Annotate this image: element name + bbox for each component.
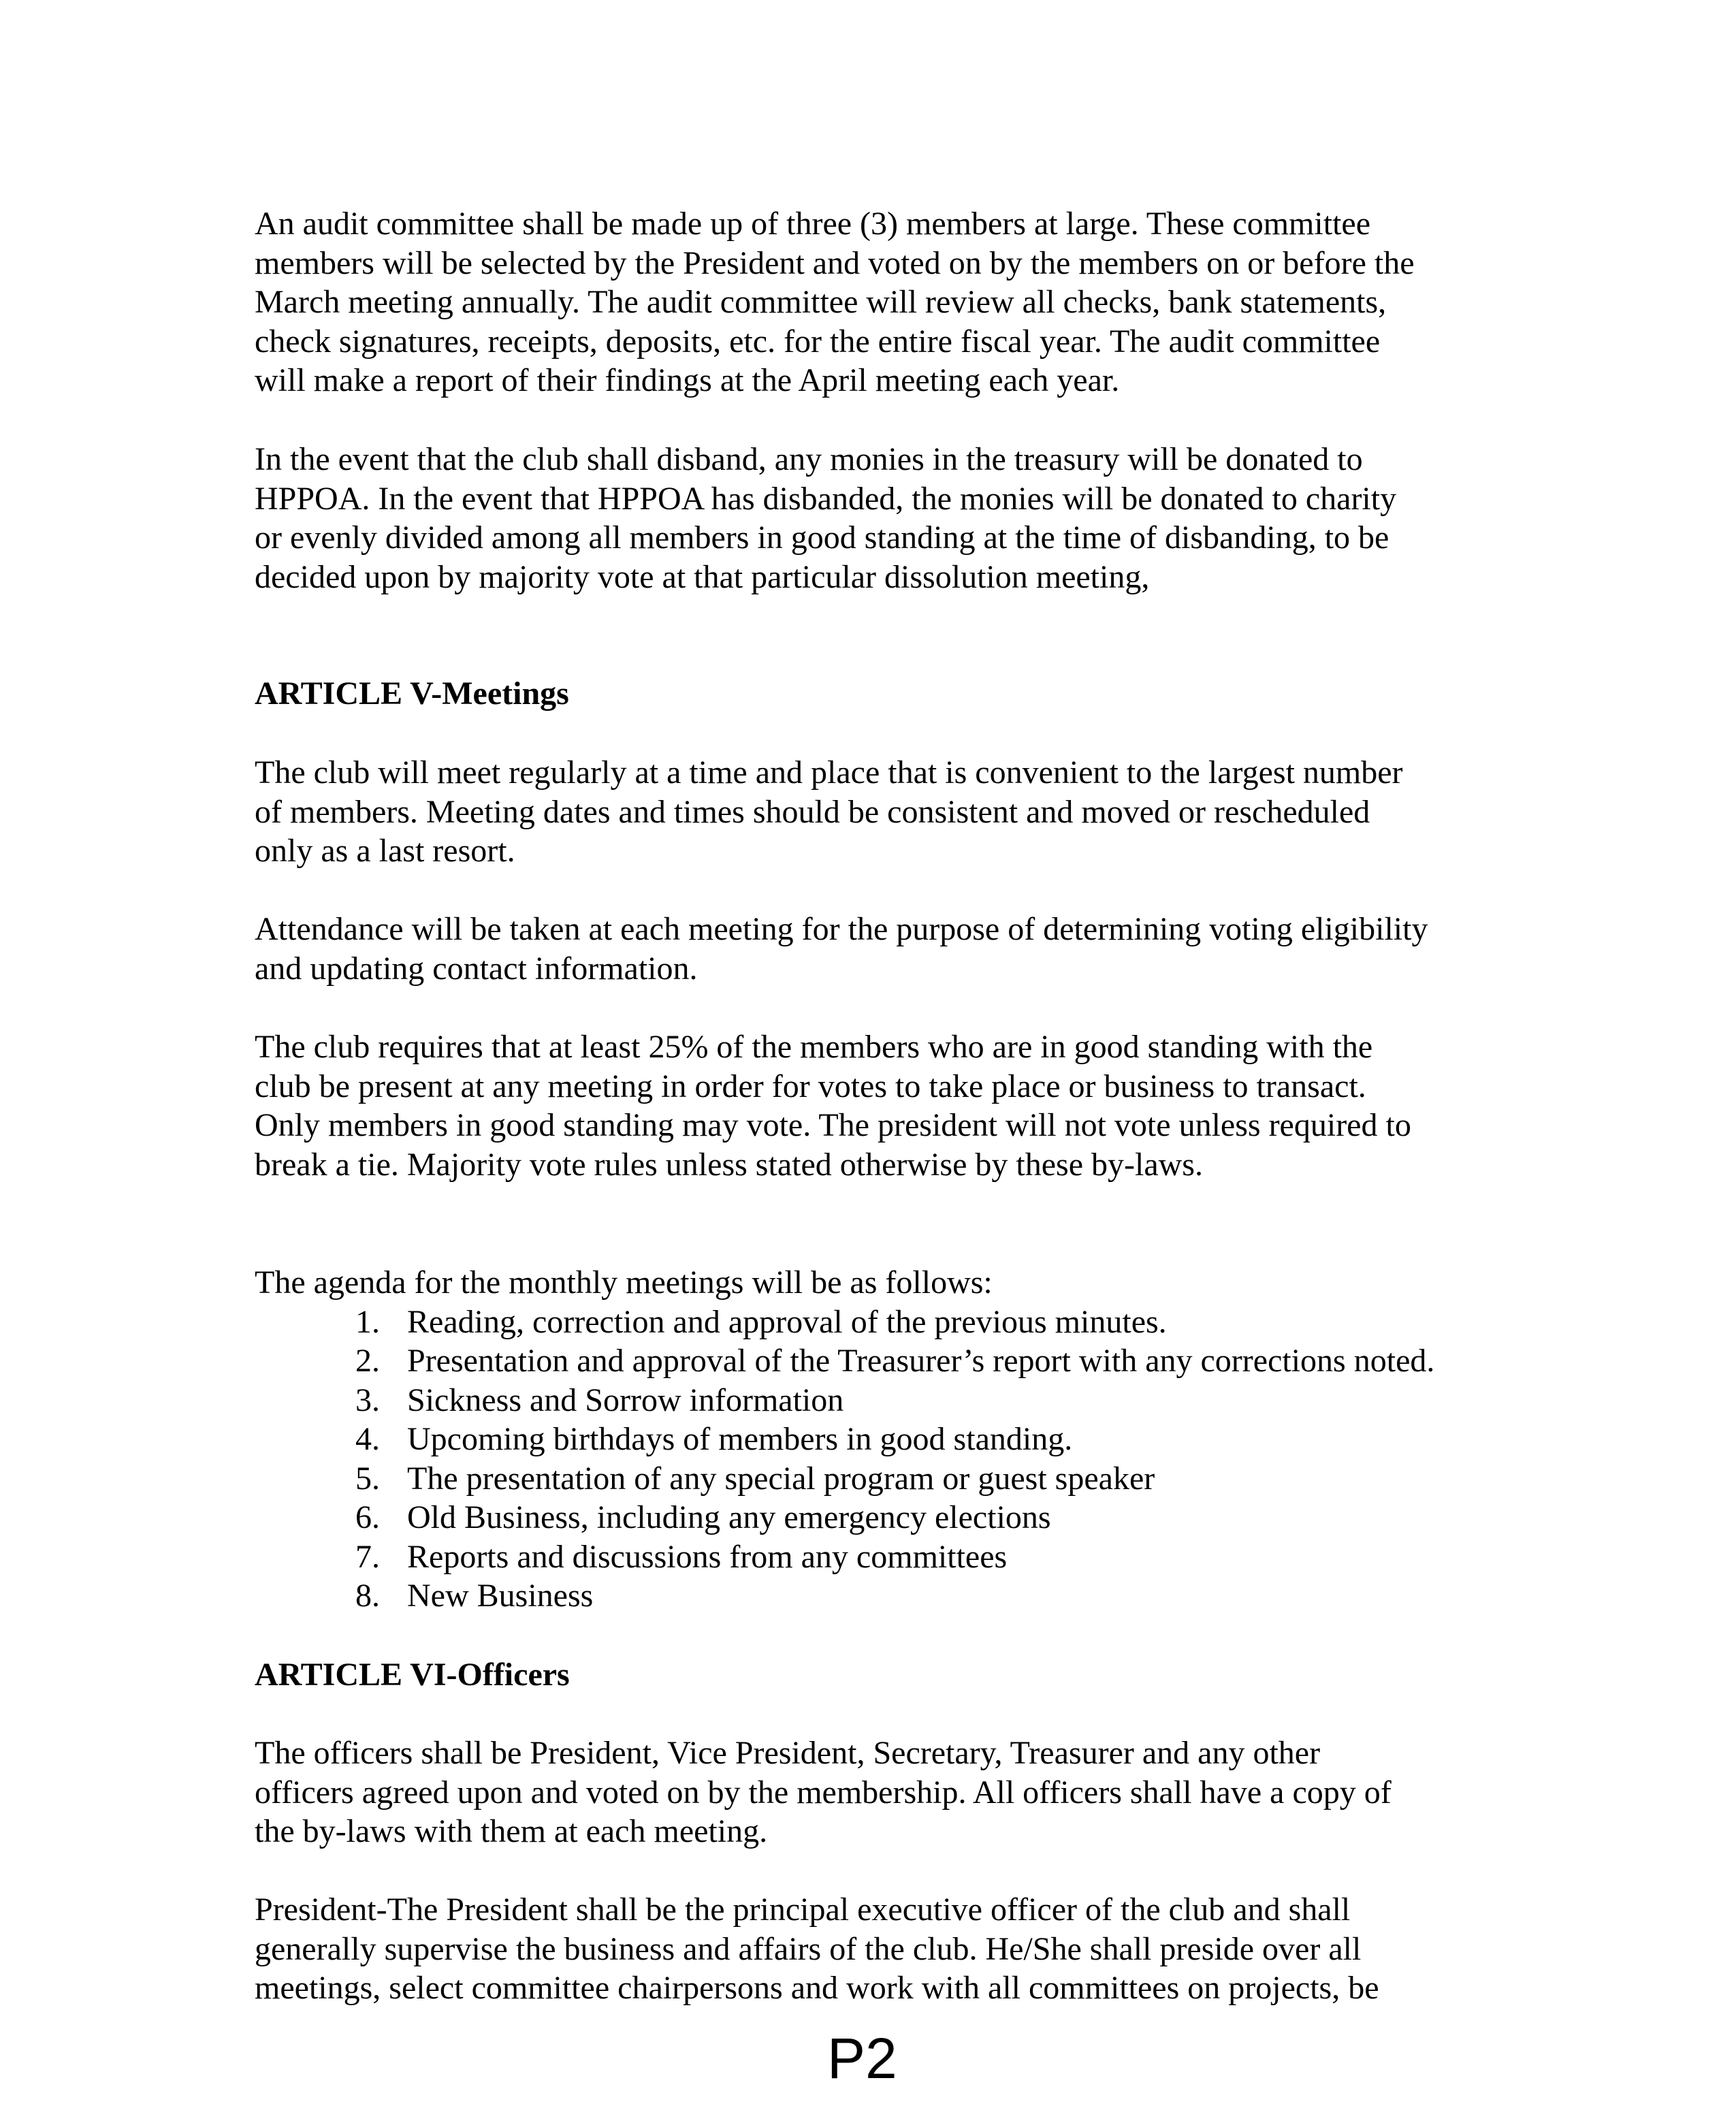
text-line: In the event that the club shall disband, any monies in the treasury will be donated to — [255, 441, 1363, 477]
text-line: check signatures, receipts, deposits, etc. for the entire fiscal year. The audit committee — [255, 323, 1381, 360]
text-line: break a tie. Majority vote rules unless stated otherwise by these by-laws. — [255, 1146, 1203, 1183]
paragraph-audit-committee — [255, 204, 1494, 400]
text-line: decided upon by majority vote at that particular dissolution meeting, — [255, 558, 1150, 595]
text-line: HPPOA. In the event that HPPOA has disbanded, the monies will be donated to charity — [255, 480, 1397, 517]
list-text: New Business — [407, 1578, 594, 1614]
list-number: 2. — [355, 1343, 380, 1379]
text-line: the by-laws with them at each meeting. — [255, 1813, 768, 1849]
text-line: Attendance will be taken at each meeting for the purpose of determining voting eligibility — [255, 911, 1428, 947]
text-line: The club will meet regularly at a time and place that is convenient to the largest number — [255, 754, 1403, 791]
list-text: Reports and discussions from any committees — [407, 1539, 1008, 1575]
text-line: officers agreed upon and voted on by the membership. All officers shall have a copy of — [255, 1774, 1392, 1810]
list-text: Sickness and Sorrow information — [407, 1382, 844, 1418]
text-line: The officers shall be President, Vice President, Secretary, Treasurer and any other — [255, 1735, 1321, 1771]
text-line: President-The President shall be the principal executive officer of the club and shall — [255, 1892, 1351, 1928]
list-text: Reading, correction and approval of the previous minutes. — [407, 1304, 1167, 1340]
paragraph-quorum — [255, 1027, 1494, 1184]
list-text: Presentation and approval of the Treasurer’s report with any corrections noted. — [407, 1343, 1435, 1379]
text-line: of members. Meeting dates and times should be consistent and moved or rescheduled — [255, 793, 1370, 830]
list-number: 4. — [355, 1421, 380, 1457]
page-number: P2 — [827, 2026, 897, 2090]
text-line: meetings, select committee chairpersons and work with all committees on projects, be — [255, 1970, 1379, 2006]
paragraph-president — [255, 1890, 1494, 2008]
list-text: Upcoming birthdays of members in good standing. — [407, 1421, 1073, 1457]
list-number: 7. — [355, 1539, 380, 1575]
text-line: March meeting annually. The audit committee will review all checks, bank statements, — [255, 284, 1387, 320]
heading-article-v: ARTICLE V-Meetings — [255, 675, 569, 712]
text-line: or evenly divided among all members in good standing at the time of disbanding, to be — [255, 520, 1389, 556]
list-text: The presentation of any special program or guest speaker — [407, 1461, 1155, 1497]
list-number: 5. — [355, 1461, 380, 1497]
list-number: 3. — [355, 1382, 380, 1418]
list-number: 8. — [355, 1578, 380, 1614]
paragraph-officers — [255, 1734, 1494, 1851]
text-line: Only members in good standing may vote. The president will not vote unless required to — [255, 1107, 1411, 1143]
text-line: The club requires that at least 25% of the members who are in good standing with the — [255, 1029, 1373, 1065]
text-line: and updating contact information. — [255, 950, 698, 987]
paragraph-meetings — [255, 753, 1494, 871]
heading-article-vi: ARTICLE VI-Officers — [255, 1657, 570, 1693]
agenda-intro — [255, 1263, 1494, 1303]
text-line: An audit committee shall be made up of three (3) members at large. These committee — [255, 206, 1371, 242]
text-line: generally supervise the business and affairs of the club. He/She shall preside over all — [255, 1930, 1362, 1967]
list-text: Old Business, including any emergency elections — [407, 1499, 1051, 1535]
text-line: club be present at any meeting in order for votes to take place or business to transact. — [255, 1068, 1366, 1104]
text-line: The agenda for the monthly meetings will be as follows: — [255, 1264, 993, 1301]
text-line: members will be selected by the President and voted on by the members on or before the — [255, 244, 1415, 281]
list-number: 6. — [355, 1499, 380, 1535]
text-line: will make a report of their findings at the April meeting each year. — [255, 362, 1120, 398]
paragraph-attendance — [255, 910, 1494, 988]
text-line: only as a last resort. — [255, 833, 515, 869]
list-number: 1. — [355, 1304, 380, 1340]
paragraph-disband — [255, 440, 1494, 596]
